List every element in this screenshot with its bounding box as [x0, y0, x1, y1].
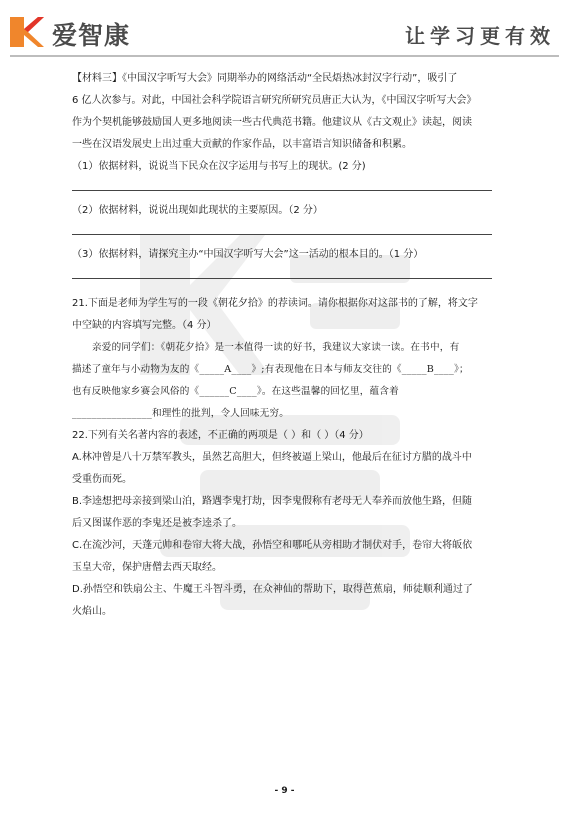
passage-line: 亲爱的同学们：《朝花夕拾》是一本值得一读的好书，我建议大家读一读。在书中，有	[92, 342, 460, 353]
question-22-stem: 22.下列有关名著内容的表述，不正确的两项是（ ）和（ ）（4 分）	[72, 430, 369, 441]
text-line: 21.下面是老师为学生写的一段《朝花夕拾》的荐读词。请你根据你对这部书的了解，将文字	[72, 298, 478, 309]
brand-slogan: 让学习更有效	[405, 24, 555, 48]
option-line: 玉皇大帝，保护唐僧去西天取经。	[72, 562, 222, 573]
question-1: （1）依据材料，说说当下民众在汉字运用与书写上的现状。(2 分)	[72, 161, 366, 172]
answer-line-2[interactable]	[72, 234, 492, 235]
option-line: A.林冲曾是八十万禁军教头，虽然艺高胆大，但终被逼上梁山，他最后在征讨方腊的战斗中	[72, 452, 472, 463]
text-line: 6 亿人次参与。对此，中国社会科学院语言研究所研究员唐正大认为，《中国汉字听写大会》	[72, 95, 477, 106]
material-3-paragraph	[72, 68, 492, 156]
text-line: 一些在汉语发展史上出过重大贡献的作家作品，以丰富语言知识储备和积累。	[72, 139, 412, 150]
answer-line-3[interactable]	[72, 278, 492, 279]
option-line: 受重伤而死。	[72, 474, 132, 485]
page-content	[72, 68, 492, 623]
option-line: D.孙悟空和铁扇公主、牛魔王斗智斗勇，在众神仙的帮助下，取得芭蕉扇，师徒顺利通过了	[72, 584, 473, 595]
passage-line: 描述了童年与小动物为友的《_____A____》;有表现他在日本与师友交往的《_____B____》；	[72, 364, 469, 375]
passage-line: ________________和理性的批判，令人回味无穷。	[72, 408, 290, 419]
question-3: （3）依据材料，请探究主办“中国汉字听写大会”这一活动的根本目的。（1 分）	[72, 249, 424, 260]
question-22-option-c	[72, 535, 492, 579]
option-line: 后又图谋作恶的李鬼还是被李逵杀了。	[72, 518, 242, 529]
page-header	[0, 0, 569, 62]
question-2: （2）依据材料，说说出现如此现状的主要原因。（2 分）	[72, 205, 323, 216]
answer-line-1[interactable]	[72, 190, 492, 191]
page-number: - 9 -	[274, 786, 295, 796]
option-line: 火焰山。	[72, 606, 112, 617]
text-line: 【材料三】《中国汉字听写大会》同期举办的网络活动“全民焐热冰封汉字行动”，吸引了	[72, 73, 458, 84]
question-21-passage	[72, 337, 492, 425]
option-line: B.李逵想把母亲接到梁山泊，路遇李鬼打劫，因李鬼假称有老母无人奉养而放他生路，但随	[72, 496, 473, 507]
option-line: C.在流沙河，天蓬元帅和卷帘大将大战，孙悟空和哪吒从旁相助才制伏对手，卷帘大将皈依	[72, 540, 473, 551]
header-divider	[10, 55, 559, 57]
question-21	[72, 293, 492, 337]
text-line: 中空缺的内容填写完整。（4 分）	[72, 320, 217, 331]
question-22-option-a	[72, 447, 492, 491]
brand-name: 爱智康	[52, 21, 131, 50]
brand-logo-icon	[8, 15, 46, 49]
passage-line: 也有反映他家乡赛会风俗的《______C____》。在这些温馨的回忆里，蕴含着	[72, 386, 399, 397]
question-22-option-d	[72, 579, 492, 623]
text-line: 作为个契机能够鼓励国人更多地阅读一些古代典范书籍。他建议从《古文观止》读起，阅读	[72, 117, 472, 128]
question-22-option-b	[72, 491, 492, 535]
